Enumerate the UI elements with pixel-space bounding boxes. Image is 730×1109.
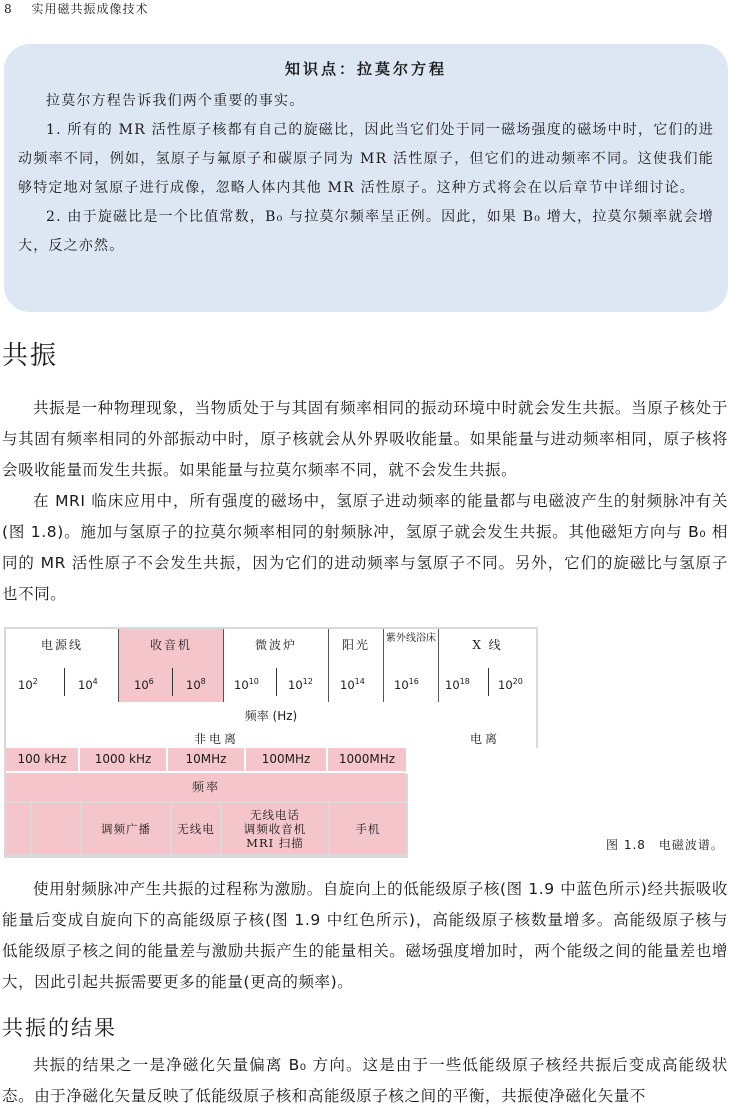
band-uv-bed: 紫外线浴床 bbox=[384, 629, 438, 662]
non-ionizing-label: 非电离 bbox=[194, 732, 240, 746]
section-heading-results: 共振的结果 bbox=[2, 1016, 117, 1040]
rf-frequency-label: 频率 bbox=[6, 773, 406, 801]
tick-label: $10^2$ bbox=[18, 677, 38, 692]
band-divider bbox=[328, 629, 329, 702]
band-divider bbox=[383, 629, 384, 702]
excitation-body bbox=[2, 874, 728, 998]
band-power-lines: 电源线 bbox=[6, 629, 118, 662]
tick-label: $10^{18}$ bbox=[445, 677, 470, 692]
tick-mark bbox=[64, 668, 65, 696]
tick-label: $10^{10}$ bbox=[234, 677, 259, 692]
tick-row-bg bbox=[224, 662, 536, 702]
blank-area bbox=[408, 748, 538, 858]
band-microwave: 微波炉 bbox=[224, 629, 328, 662]
tick-label: $10^6$ bbox=[134, 677, 154, 692]
knowledge-point-2: 2. 由于旋磁比是一个比值常数，B₀ 与拉莫尔频率呈正例。因此，如果 B₀ 增大，拉莫尔频率就会增大，反之亦然。 bbox=[18, 209, 714, 254]
ionizing-label: 电离 bbox=[470, 732, 501, 746]
band-divider bbox=[438, 629, 439, 702]
device-mri-etc: 无线电话 调频收音机 MRI 扫描 bbox=[222, 803, 328, 854]
device-cell bbox=[32, 803, 80, 854]
band-divider bbox=[223, 629, 224, 702]
section-heading-resonance: 共振 bbox=[2, 341, 59, 371]
page-number: 8 bbox=[4, 2, 13, 16]
rf-tick: 1000 kHz bbox=[80, 748, 166, 771]
results-body bbox=[2, 1050, 728, 1109]
rf-tick: 10MHz bbox=[168, 748, 244, 771]
band-divider bbox=[118, 629, 119, 702]
tick-label: $10^{14}$ bbox=[340, 677, 365, 692]
tick-mark bbox=[172, 668, 173, 696]
resonance-body bbox=[2, 393, 728, 610]
paragraph: 共振的结果之一是净磁化矢量偏离 B₀ 方向。这是由于一些低能级原子核经共振后变成高能级状态。由于净磁化矢量反映了低能级原子核和高能级原子核之间的平衡，共振使净磁化矢量不 bbox=[2, 1056, 728, 1105]
tick-label: $10^{20}$ bbox=[498, 677, 523, 692]
knowledge-box bbox=[4, 44, 728, 312]
figure-caption: 图 1.8 电磁波谱。 bbox=[606, 838, 724, 852]
rf-tick: 100 kHz bbox=[6, 748, 78, 771]
em-spectrum-figure bbox=[4, 627, 538, 858]
band-xray: X 线 bbox=[439, 629, 536, 662]
device-radio: 无线电 bbox=[172, 803, 220, 854]
device-cell bbox=[6, 803, 30, 854]
tick-mark bbox=[488, 668, 489, 696]
tick-label: $10^{12}$ bbox=[288, 677, 313, 692]
frequency-axis-label: 频率 (Hz) bbox=[244, 709, 298, 723]
device-fm-radio: 调频广播 bbox=[82, 803, 170, 854]
tick-mark bbox=[276, 668, 277, 696]
device-mobile-phone: 手机 bbox=[330, 803, 406, 854]
knowledge-intro: 拉莫尔方程告诉我们两个重要的事实。 bbox=[46, 93, 305, 109]
band-sunlight: 阳光 bbox=[329, 629, 383, 662]
tick-label: $10^4$ bbox=[78, 677, 98, 692]
paragraph: 在 MRI 临床应用中，所有强度的磁场中，氢原子进动频率的能量都与电磁波产生的射频脉冲有关(图 1.8)。施加与氢原子的拉莫尔频率相同的射频脉冲，氢原子就会发生共振。其他磁矩方向与 B₀ 相同的 MR 活性原子不会发生共振，因为它们的进动频率与氢原子不同。另外，它们的旋磁比与氢原子也不同。 bbox=[2, 492, 728, 603]
rf-tick: 1000MHz bbox=[328, 748, 406, 771]
rf-tick: 100MHz bbox=[246, 748, 326, 771]
paragraph: 使用射频脉冲产生共振的过程称为激励。自旋向上的低能级原子核(图 1.9 中蓝色所示)经共振吸收能量后变成自旋向下的高能级原子核(图 1.9 中红色所示)，高能级原子核数量增多。高能级原子核与低能级原子核之间的能量差与激励共振产生的能量相关。磁场强度增加时，两个能级之间的能量差也增大，因此引起共振需要更多的能量(更高的频率)。 bbox=[2, 880, 728, 991]
knowledge-box-title: 知识点：拉莫尔方程 bbox=[284, 60, 447, 78]
band-radio: 收音机 bbox=[119, 629, 223, 662]
tick-label: $10^{16}$ bbox=[394, 677, 419, 692]
paragraph: 共振是一种物理现象，当物质处于与其固有频率相同的振动环境中时就会发生共振。当原子核处于与其固有频率相同的外部振动中时，原子核就会从外界吸收能量。如果能量与进动频率相同，原子核将会吸收能量而发生共振。如果能量与拉莫尔频率不同，就不会发生共振。 bbox=[2, 399, 728, 479]
running-header bbox=[4, 0, 148, 17]
tick-label: $10^8$ bbox=[186, 677, 206, 692]
book-title: 实用磁共振成像技术 bbox=[31, 2, 149, 16]
knowledge-point-1: 1. 所有的 MR 活性原子核都有自己的旋磁比，因此当它们处于同一磁场强度的磁场中时，它们的进动频率不同，例如，氢原子与氟原子和碳原子同为 MR 活性原子，但它们的进动频率不同。这使我们能够特定地对氢原子进行成像，忽略人体内其他 MR 活性原子。这种方式将会在以后章节中详细讨论。 bbox=[18, 122, 714, 196]
